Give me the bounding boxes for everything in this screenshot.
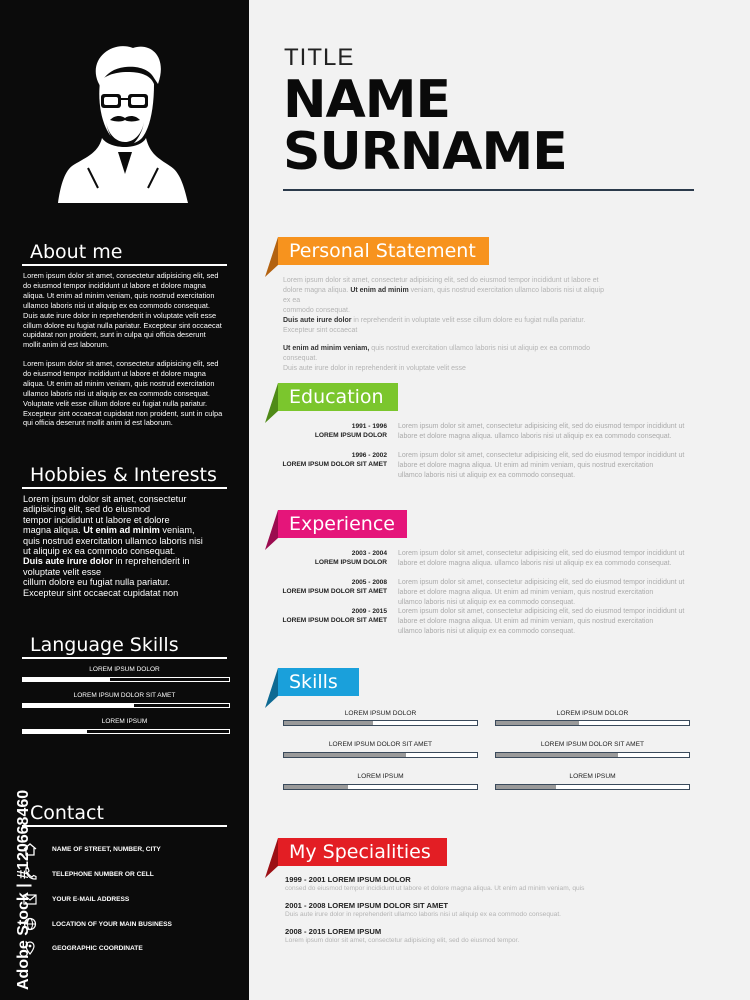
- skill-label: LOREM IPSUM DOLOR SIT AMET: [540, 741, 645, 748]
- specialities-ribbon: My Specialities: [278, 838, 447, 866]
- ribbon-fold: [249, 838, 279, 878]
- education-description: Lorem ipsum dolor sit amet, consectetur adipisicing elit, sed do eiusmod tempor incididunt ut labore et dolore magna aliqua. Ut enim ad minim veniam, quis nostrud exercitation ullamco laboris nisi ut aliquip ex ea commodo consequat.: [398, 452, 685, 479]
- contact-item: YOUR E-MAIL ADDRESS: [22, 890, 129, 908]
- speciality-heading: 2001 - 2008 LOREM IPSUM DOLOR SIT AMET: [285, 901, 449, 910]
- language-label: LOREM IPSUM: [101, 718, 148, 725]
- education-ribbon: Education: [278, 383, 398, 411]
- contact-title: Contact: [30, 802, 104, 824]
- skill-bar: [283, 784, 478, 790]
- hobbies-rule: [22, 487, 227, 489]
- contact-item: LOCATION OF YOUR MAIN BUSINESS: [22, 915, 172, 933]
- speciality-description: Lorem ipsum dolor sit amet, consectetur adipisicing elit, sed do eiusmod tempor.: [285, 937, 520, 944]
- header-rule: [283, 189, 694, 191]
- skill-bar-fill: [284, 753, 406, 757]
- skill-bar-fill: [496, 753, 618, 757]
- language-bar: [22, 677, 230, 682]
- contact-item: NAME OF STREET, NUMBER, CITY: [22, 840, 161, 858]
- skills-ribbon: Skills: [278, 668, 359, 696]
- skill-label: LOREM IPSUM DOLOR SIT AMET: [328, 741, 433, 748]
- about-paragraph-2: Lorem ipsum dolor sit amet, consectetur adipisicing elit, sed do eiusmod tempor incididunt ut labore et dolore magna aliqua. Ut enim ad minim veniam, quis nostrud exercitation ullamco laboris nisi ut aliquip ex ea commodo consequat. Voluptate velit esse cillum dolore eu fugiat nulla pariatur. Excepteur sint occaecat cupidatat non proident, sunt in culpa qui officia deserunt mollit anim id est laborum.: [23, 359, 223, 428]
- ribbon-fold: [249, 237, 279, 277]
- language-label: LOREM IPSUM DOLOR SIT AMET: [73, 692, 176, 699]
- skill-bar-fill: [284, 721, 373, 725]
- experience-description: Lorem ipsum dolor sit amet, consectetur adipisicing elit, sed do eiusmod tempor incididunt ut labore et dolore magna aliqua. Ut enim ad minim veniam, quis nostrud exercitation ullamco laboris nisi ut aliquip ex ea commodo consequat.: [398, 608, 685, 635]
- language-label: LOREM IPSUM DOLOR: [89, 666, 160, 673]
- watermark-text: [10, 770, 34, 990]
- about-title: About me: [30, 241, 123, 263]
- avatar-icon: [58, 38, 188, 203]
- experience-date: 2005 - 2008 LOREM IPSUM DOLOR SIT AMET: [282, 579, 387, 595]
- personal-statement-ribbon: Personal Statement: [278, 237, 489, 265]
- ribbon-fold: [249, 510, 279, 550]
- skill-bar: [495, 752, 690, 758]
- skill-bar-fill: [284, 785, 348, 789]
- svg-text:Adobe Stock | #120668460: Adobe Stock | #120668460: [15, 789, 32, 990]
- contact-rule: [22, 825, 227, 827]
- language-bar: [22, 729, 230, 734]
- skill-label: LOREM IPSUM DOLOR: [344, 710, 417, 717]
- skill-label: LOREM IPSUM: [357, 773, 404, 780]
- skill-label: LOREM IPSUM DOLOR: [556, 710, 629, 717]
- skill-bar-fill: [496, 785, 556, 789]
- experience-date: 2009 - 2015 LOREM IPSUM DOLOR SIT AMET: [282, 608, 387, 624]
- hobbies-title: Hobbies & Interests: [30, 464, 217, 486]
- skill-bar: [283, 720, 478, 726]
- education-date: 1996 - 2002 LOREM IPSUM DOLOR SIT AMET: [282, 452, 387, 468]
- full-name: NAME SURNAME: [283, 70, 567, 182]
- sidebar: [0, 0, 249, 1000]
- contact-item: GEOGRAPHIC COORDINATE: [22, 939, 143, 957]
- about-paragraph-1: Lorem ipsum dolor sit amet, consectetur adipisicing elit, sed do eiusmod tempor incididunt ut labore et dolore magna aliqua. Ut enim ad minim veniam, quis nostrud exercitation ullamco laboris nisi ut aliquip ex ea commodo consequat. Duis aute irure dolor in reprehenderit in voluptate velit esse cillum dolore eu fugiat nulla pariatur. Excepteur sint occaecat cupidatat non proident, sunt in culpa qui officia deserunt mollit anim id est laborum.: [23, 271, 222, 350]
- speciality-heading: 2008 - 2015 LOREM IPSUM: [285, 927, 382, 936]
- experience-description: Lorem ipsum dolor sit amet, consectetur adipisicing elit, sed do eiusmod tempor incididunt ut labore et dolore magna aliqua. Ut enim ad minim veniam, quis nostrud exercitation ullamco laboris nisi ut aliquip ex ea commodo consequat.: [398, 579, 685, 606]
- experience-ribbon: Experience: [278, 510, 407, 538]
- education-description: Lorem ipsum dolor sit amet, consectetur adipisicing elit, sed do eiusmod tempor incididunt ut labore et dolore magna aliqua. ullamco laboris nisi ut aliquip ex ea commodo consequat.: [398, 423, 685, 440]
- contact-item: TELEPHONE NUMBER OR CELL: [22, 865, 154, 883]
- skill-bar: [495, 784, 690, 790]
- language-bar: [22, 703, 230, 708]
- language-bar-fill: [23, 704, 134, 707]
- speciality-description: consed do eiusmod tempor incididunt ut labore et dolore magna aliqua. Ut enim ad minim veniam, quis: [285, 885, 585, 892]
- education-date: 1991 - 1996 LOREM IPSUM DOLOR: [314, 423, 387, 439]
- about-rule: [22, 264, 227, 266]
- speciality-heading: 1999 - 2001 LOREM IPSUM DOLOR: [285, 875, 411, 884]
- skill-bar: [283, 752, 478, 758]
- language-rule: [22, 657, 227, 659]
- speciality-description: Duis aute irure dolor in reprehenderit ullamco laboris nisi ut aliquip ex ea commodo consequat.: [285, 911, 561, 918]
- personal-statement-text: Lorem ipsum dolor sit amet, consectetur adipisicing elit, sed do eiusmod tempor incididunt ut labore et dolore magna aliqua. Ut enim ad minim veniam, quis nostrud exercitation ullamco laboris nisi ut aliquip ex ea commodo consequat. Duis aute irure dolor in reprehenderit in voluptate velit esse cillum dolore eu fugiat nulla pariatur. Excepteur sint occaecat Ut enim ad minim veniam, quis nostrud exercitation ullamco laboris nisi ut aliquip ex ea commodo consequat. Duis aute irure dolor in reprehenderit in voluptate velit esse: [283, 277, 604, 372]
- experience-date: 2003 - 2004 LOREM IPSUM DOLOR: [314, 550, 387, 566]
- language-title: Language Skills: [30, 634, 179, 656]
- language-bar-fill: [23, 678, 110, 681]
- skill-label: LOREM IPSUM: [569, 773, 616, 780]
- ribbon-fold: [249, 383, 279, 423]
- job-title: TITLE: [284, 44, 355, 71]
- language-bar-fill: [23, 730, 87, 733]
- skill-bar: [495, 720, 690, 726]
- skill-bar-fill: [496, 721, 579, 725]
- hobbies-text: Lorem ipsum dolor sit amet, consectetur adipisicing elit, sed do eiusmod tempor incididunt ut labore et dolore magna aliqua. Ut enim ad minim veniam, quis nostrud exercitation ullamco laboris nisi ut aliquip ex ea commodo consequat. Duis aute irure dolor in reprehenderit in voluptate velit esse cillum dolore eu fugiat nulla pariatur. Excepteur sint occaecat cupidatat non: [23, 494, 203, 598]
- experience-description: Lorem ipsum dolor sit amet, consectetur adipisicing elit, sed do eiusmod tempor incididunt ut labore et dolore magna aliqua. ullamco laboris nisi ut aliquip ex ea commodo consequat.: [398, 550, 685, 567]
- ribbon-fold: [249, 668, 279, 708]
